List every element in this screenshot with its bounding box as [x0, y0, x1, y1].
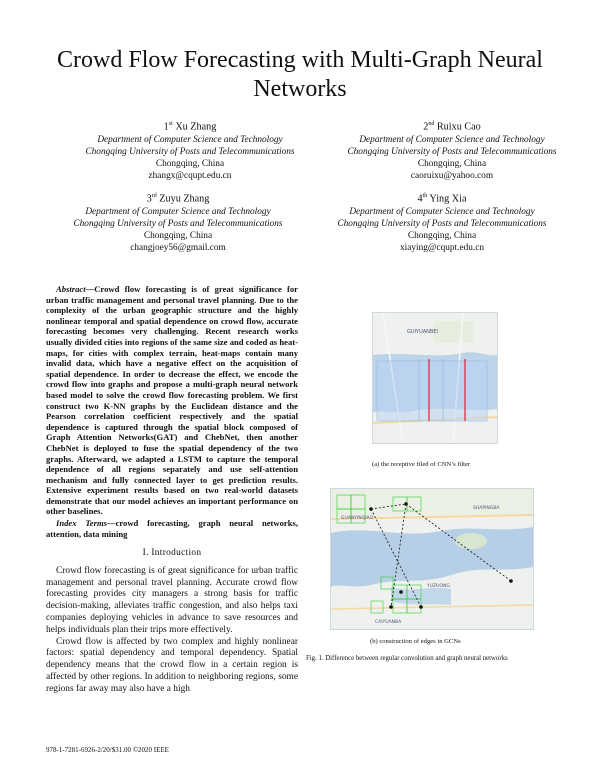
map-a-graphic [373, 313, 497, 443]
map-label: SHAPINGBA [473, 506, 500, 511]
author-1 [60, 118, 320, 182]
map-figure-a [372, 312, 498, 444]
figure-caption: Fig. 1. Difference between regular convolution and graph neural networks [306, 655, 508, 662]
author-3 [48, 190, 308, 254]
author-4 [312, 190, 572, 254]
map-label: YUZHONG [427, 584, 450, 589]
map-b-graphic [331, 489, 533, 629]
author-univ: Chongqing University of Posts and Telecommunications [73, 218, 283, 229]
map-label: CAIYUANBA [375, 620, 402, 625]
author-univ: Chongqing University of Posts and Telecommunications [337, 218, 547, 229]
subcaption-b: (b) construction of edges in GCNs [370, 638, 461, 645]
author-ordinal: 1 [163, 121, 169, 133]
copyright-footer: 978-1-7281-6926-2/20/$31.00 ©2020 IEEE [46, 746, 169, 754]
author-email: changjoey56@gmail.com [130, 243, 226, 254]
author-city: Chongqing, China [143, 231, 213, 241]
author-ordinal: 2 [423, 121, 429, 133]
abstract-text: —Crowd flow forecasting is of great significance for urban traffic management and personal travel planning. Due to the complexity of the urban geographic structure and the highly nonlinear temporal and spatial dependence on crowd flow, accurate forecasting becomes very challenging. Recent research works usually divided cities into regions of the same size and coded as heat-maps, for cities with complex terrain, heat-maps contain many invalid data, which have a negative effect on the acquisition of spatial dependence. In order to decrease the effect, we encode the crowd flow into graphs and propose a multi-graph neural network based model to solve the crowd flow forecasting problem. We first construct two K-NN graphs by the Euclidean distance and the Pearson correlation coefficient respectively and the spatial dependence is captured through the spatial block composed of Graph Attention Networks(GAT) and ChebNet, then another ChebNet is deployed to fuse the spatial dependency of the two graphs. Afterward, we adapted a LSTM to capture the temporal dependence of all regions separately and use self-attention mechanism and fully connected layer to get prediction results. Extensive experiment results based on two real-world datasets demonstrate that our model achieves an important performance on other baselines. [46, 284, 298, 517]
paper-title: Crowd Flow Forecasting with Multi-Graph Neural Networks [57, 47, 543, 102]
author-ordinal: 3 [146, 193, 152, 205]
author-univ: Chongqing University of Posts and Telecommunications [347, 146, 557, 157]
subcaption-a: (a) the receptive filed of CNN’s filter [372, 461, 471, 468]
section-heading: I. Introduction [142, 548, 202, 559]
author-ordinal-suffix: rd [151, 193, 157, 199]
author-2 [322, 118, 582, 182]
paragraph: Crowd flow is affected by two complex and highly nonlinear factors: spatial dependency and temporal dependency. Spatial dependency means that the crowd flow in a certain region is affected by other regions. In addition to neighboring regions, some regions far away may also have a high [46, 636, 298, 694]
abstract [46, 284, 298, 517]
abstract-lead: Abstract [56, 284, 86, 294]
map-label: GUIYUANBEI [407, 329, 438, 335]
map-figure-b [330, 488, 534, 630]
author-city: Chongqing, China [155, 159, 225, 169]
author-city: Chongqing, China [417, 159, 487, 169]
author-univ: Chongqing University of Posts and Telecommunications [85, 146, 295, 157]
map-label: GUANYINQIAO [341, 516, 374, 521]
author-dept: Department of Computer Science and Technology [97, 134, 283, 145]
author-dept: Department of Computer Science and Technology [85, 206, 271, 217]
index-terms-lead: Index Terms [56, 518, 107, 529]
index-terms-text: —crowd forecasting, graph neural networks, attention, data mining [46, 518, 298, 539]
author-ordinal-suffix: nd [428, 121, 435, 127]
author-ordinal-suffix: st [168, 121, 173, 127]
author-email: xiaying@cqupt.edu.cn [400, 243, 484, 254]
author-name: Ying Xia [429, 193, 467, 205]
author-dept: Department of Computer Science and Technology [359, 134, 545, 145]
paragraph: Crowd flow forecasting is of great significance for urban traffic management and personal travel planning. Accurate crowd flow forecasting provides city managers a strong basis for traffic decision-making, alleviates traffic congestion, and also helps taxi companies deploying vehicles in advance to save resources and helps individuals plan their trips more effectively. [46, 565, 298, 635]
author-name: Xu Zhang [175, 121, 217, 133]
author-name: Ruixu Cao [436, 121, 481, 133]
left-column [46, 284, 298, 696]
author-ordinal: 4 [417, 193, 423, 205]
author-name: Zuyu Zhang [159, 193, 210, 205]
author-email: zhangx@cqupt.edu.cn [148, 171, 232, 182]
author-dept: Department of Computer Science and Technology [349, 206, 535, 217]
index-terms [46, 518, 298, 539]
author-ordinal-suffix: th [422, 193, 428, 199]
author-city: Chongqing, China [407, 231, 477, 241]
author-email: caoruixu@yahoo.com [410, 171, 494, 182]
